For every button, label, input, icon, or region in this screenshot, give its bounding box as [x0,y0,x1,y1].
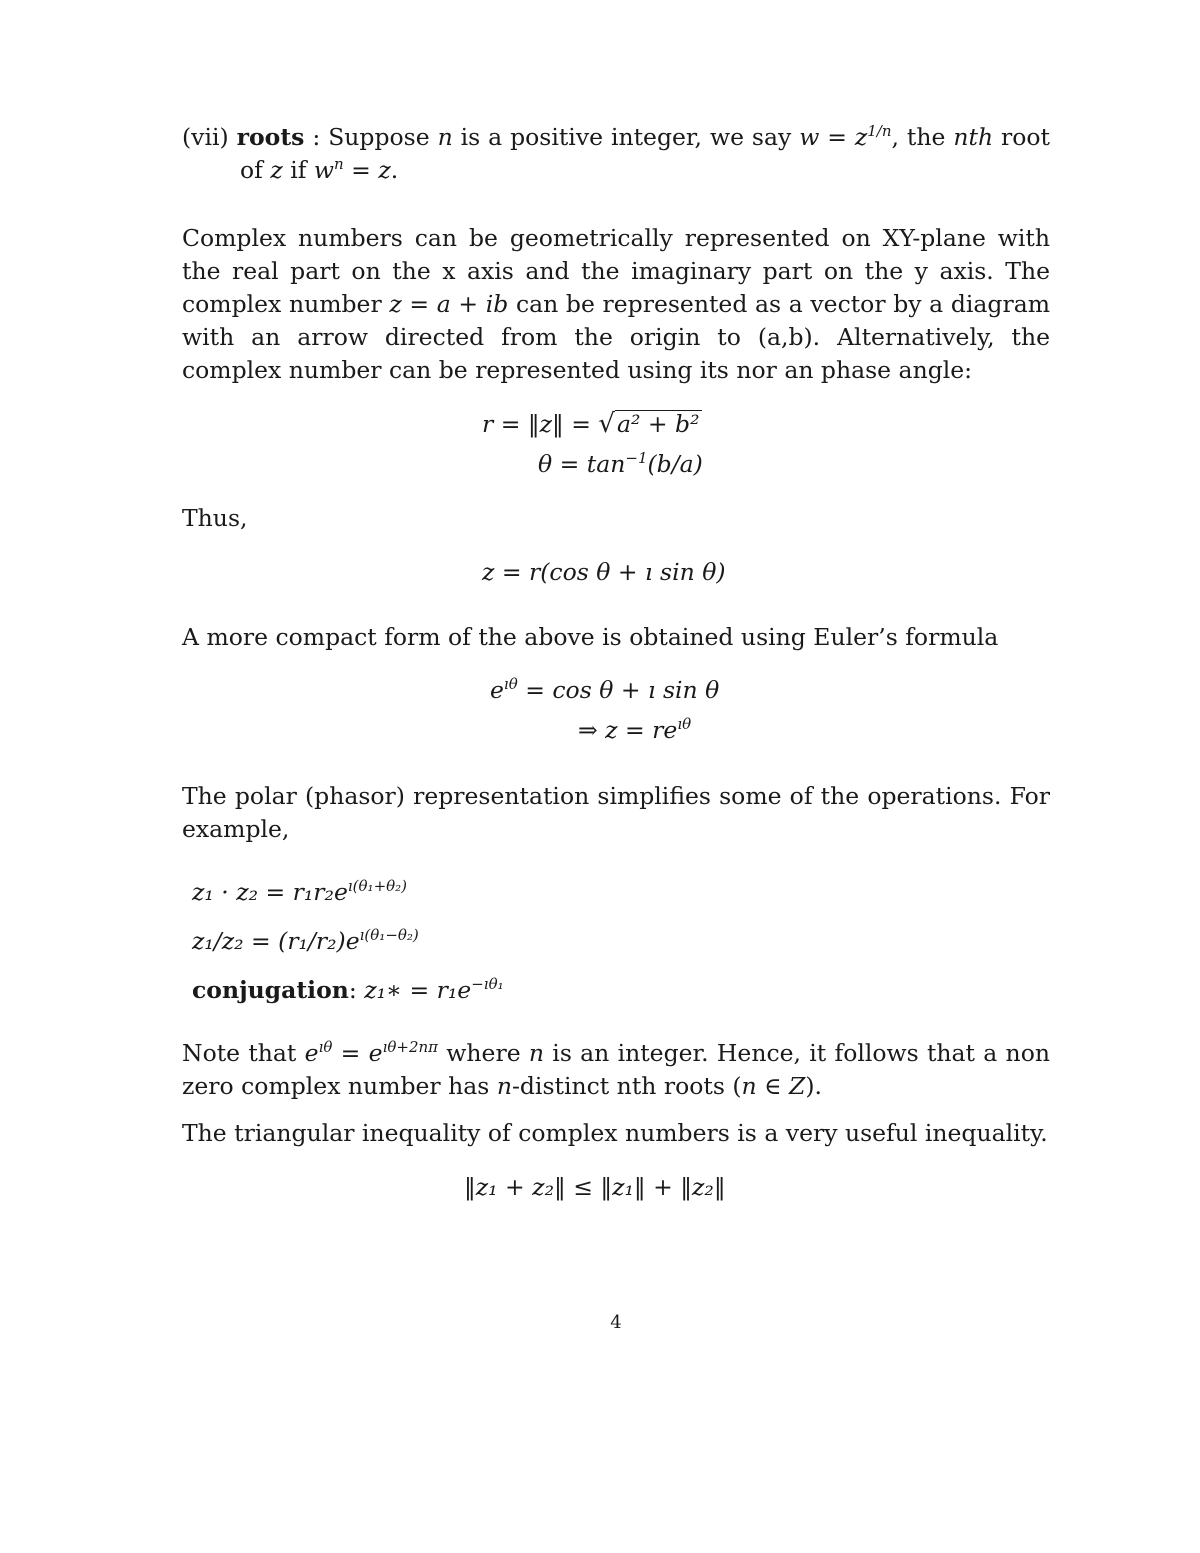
equation-division: $z_1/z_2 = (r_1/r_2)e^{ı(\theta_1-\theta_2)}$ [192,926,419,955]
page-number: 4 [610,1312,622,1333]
equation-modulus: r = ‖z‖ = √a² + b² [482,409,700,439]
equation-multiplication: $z_1 \cdot z_2 = r_1r_2e^{ı(\theta_1+\theta_2)}$ [192,877,408,906]
equation-trig-form: z = r(cos θ + ı sin θ) [482,558,726,586]
equation-exponential-form: ⇒ $z = re^{ı\theta}$ [578,715,692,744]
paragraph-note: Note that $e^{ı\theta} = e^{ı\theta+2n\pi}$ where n is an integer. Hence, it follows that a non zero complex number has n-distinct nth roots (n ∈ Z). [182,1038,1050,1100]
thus-label: Thus, [182,504,248,532]
item-vii-roots: (vii) roots : Suppose n is a positive integer, we say $w = z^{1/n}$, the nth root of z if $w^n = z$. [182,122,1050,184]
equation-triangle-inequality: ‖z₁ + z₂‖ ≤ ‖z₁‖ + ‖z₂‖ [464,1173,726,1201]
paragraph-euler: A more compact form of the above is obtained using Euler’s formula [182,623,999,651]
equation-phase-angle: $\theta = \tan^{-1}(b/a)$ [538,449,703,478]
equation-conjugation: conjugation: z₁∗ = $r_1e^{-ı\theta_1}$ [192,975,504,1004]
equation-euler-formula: $e^{ı\theta} = \cos \theta$ + ı sin θ [490,675,720,704]
paragraph-polar: The polar (phasor) representation simplifies some of the operations. For example, [182,782,1050,843]
sqrt-radicand: a² + b² [616,410,700,438]
paragraph-triangle-inequality: The triangular inequality of complex numbers is a very useful inequality. [182,1119,1048,1147]
paragraph-geometric-representation: Complex numbers can be geometrically represented on XY-plane with the real part on the x axis and the imaginary part on the y axis. The complex number z = a + ib can be represented as a vector by a diagram with an arrow directed from the origin to (a,b). Alternatively, the complex number can be represented using its nor an phase angle: [182,224,1050,384]
item-label: (vii) [182,123,229,151]
item-term: roots [236,123,305,151]
